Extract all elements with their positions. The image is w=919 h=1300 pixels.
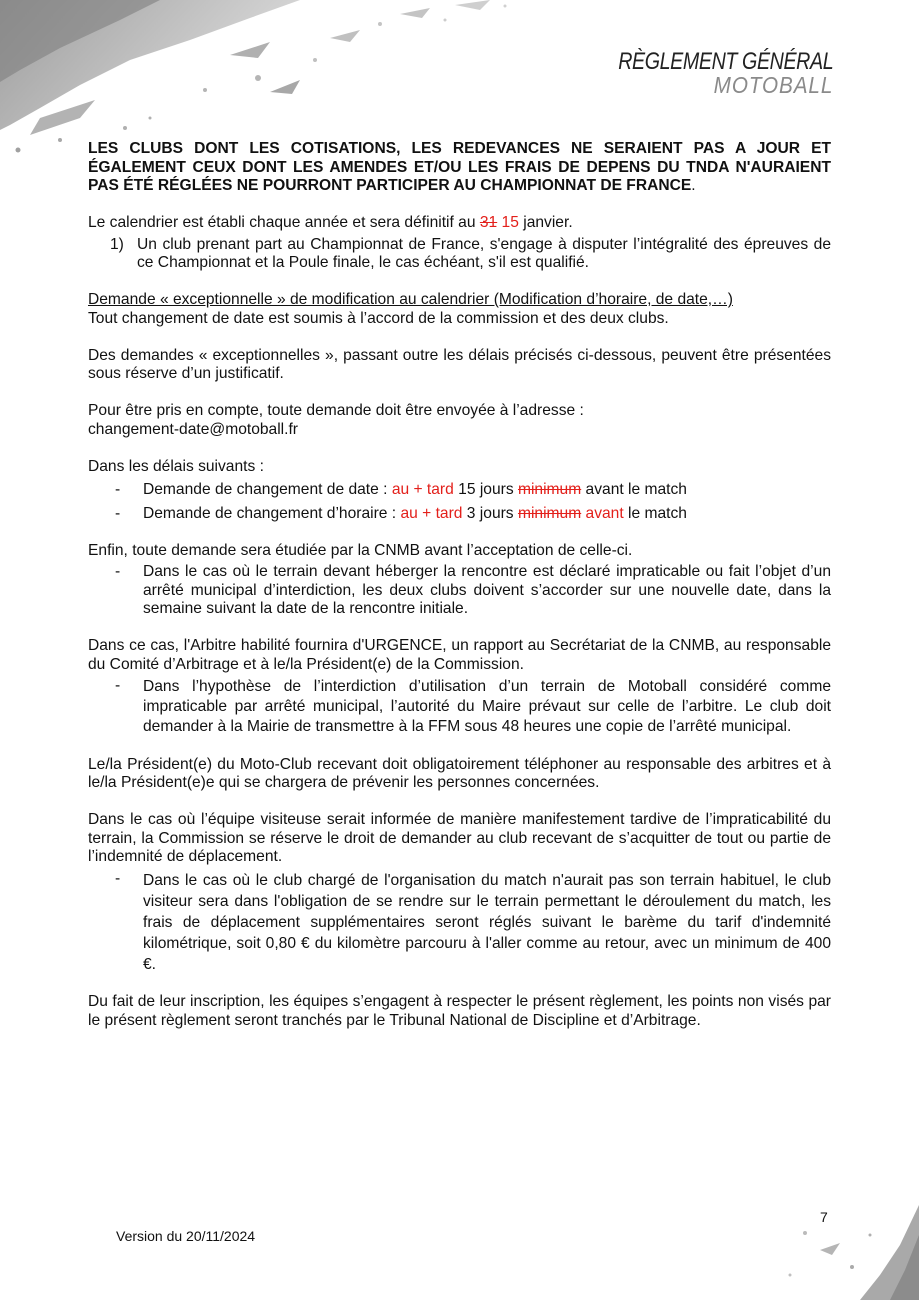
page-number: 7 <box>820 1209 828 1225</box>
calendar-new-date: 15 <box>501 214 519 231</box>
bullet-club: - Dans le cas où le club chargé de l'organisation du match n'aurait pas son terrain habituel, le club visiteur sera dans l'obligation de se rendre sur le terrain permettant le déroulement du match, les frais de déplacement supplémentaires seront réglés suivant le barème du tarif d'indemnité kilométrique, soit 0,80 € du kilomètre parcouru à l'aller comme au retour, avec un minimum de 400 €. <box>115 869 831 973</box>
bullet-terrain: - Dans le cas où le terrain devant héberger la rencontre est déclaré impraticable ou fait l’objet d’un arrêté municipal d’interdiction, les deux clubs doivent s’accorder sur une nouvelle date, dans la semaine suivant la date de la rencontre initiale. <box>115 563 831 617</box>
document-title <box>571 50 833 97</box>
delay-time-item: - Demande de changement d’horaire : au + tard 3 jours minimum avant le match <box>115 504 687 522</box>
delays-intro: Dans les délais suivants : <box>88 457 264 475</box>
address-line: Pour être pris en compte, toute demande doit être envoyée à l’adresse : <box>88 402 584 419</box>
calendar-paragraph: Le calendrier est établi chaque année et sera définitif au 31 15 janvier. <box>88 214 573 231</box>
delay-date-item: - Demande de changement de date : au + tard 15 jours minimum avant le match <box>115 481 687 498</box>
exceptional-paragraph: Des demandes « exceptionnelles », passant outre les délais précisés ci-dessous, peuvent être présentées sous réserve d’un justificatif. <box>88 346 831 382</box>
bottom-splatter-decoration <box>760 1195 919 1300</box>
calendar-old-date: 31 <box>479 214 498 231</box>
clubs-warning-paragraph: LES CLUBS DONT LES COTISATIONS, LES REDEVANCES NE SERAIENT PAS A JOUR ET ÉGALEMENT CEUX DONT LES AMENDES ET/OU LES FRAIS DE DEPENS DU TNDA N'AURAIENT PAS ÉTÉ RÉGLÉES NE POURRONT PARTICIPER AU CHAMPIONNAT DE FRANCE. <box>88 140 831 194</box>
urgence-paragraph: Dans ce cas, l'Arbitre habilité fournira d'URGENCE, un rapport au Secrétariat de la CNMB, au responsable du Comité d’Arbitrage et à le/la Président(e) de la Commission. <box>88 637 831 673</box>
title-line-motoball: MOTOBALL <box>713 72 833 98</box>
document-body <box>88 140 831 1030</box>
request-line: Tout changement de date est soumis à l’accord de la commission et des deux clubs. <box>88 309 669 327</box>
study-paragraph: Enfin, toute demande sera étudiée par la CNMB avant l’acceptation de celle-ci. <box>88 541 633 559</box>
version-date: Version du 20/11/2024 <box>116 1228 256 1244</box>
email-address: changement-date@motoball.fr <box>88 420 298 438</box>
president-paragraph: Le/la Président(e) du Moto-Club recevant doit obligatoirement téléphoner au responsable des arbitres et à le/la Président(e)e qui se chargera de prévenir les personnes concernées. <box>88 755 831 791</box>
visitor-paragraph: Dans le cas où l’équipe visiteuse serait informée de manière manifestement tardive de l’impraticabilité du terrain, la Commission se réserve le droit de demander au club recevant de s’acquitter de tout ou partie de l’indemnité de déplacement. <box>88 811 831 865</box>
title-line-reglement: RÈGLEMENT GÉNÉRAL <box>617 48 833 75</box>
numbered-item-1: 1) Un club prenant part au Championnat de France, s'engage à disputer l’intégralité des épreuves de ce Championnat et la Poule finale, le cas échéant, s'il est qualifié. <box>110 235 831 271</box>
request-heading: Demande « exceptionnelle » de modification au calendrier (Modification d’horaire, de date,…) <box>88 291 733 308</box>
bullet-arrete: - Dans l’hypothèse de l’interdiction d’utilisation d’un terrain de Motoball considéré comme impraticable par arrêté municipal, l’autorité du Maire prévaut sur celle de l’arbitre. Le club doit demander à la Mairie de transmettre à la FFM sous 48 heures une copie de l’arrêté municipal. <box>115 677 831 735</box>
final-paragraph: Du fait de leur inscription, les équipes s’engagent à respecter le présent règlement, les points non visés par le présent règlement seront tranchés par le Tribunal National de Discipline et d’Arbitrage. <box>88 993 831 1029</box>
